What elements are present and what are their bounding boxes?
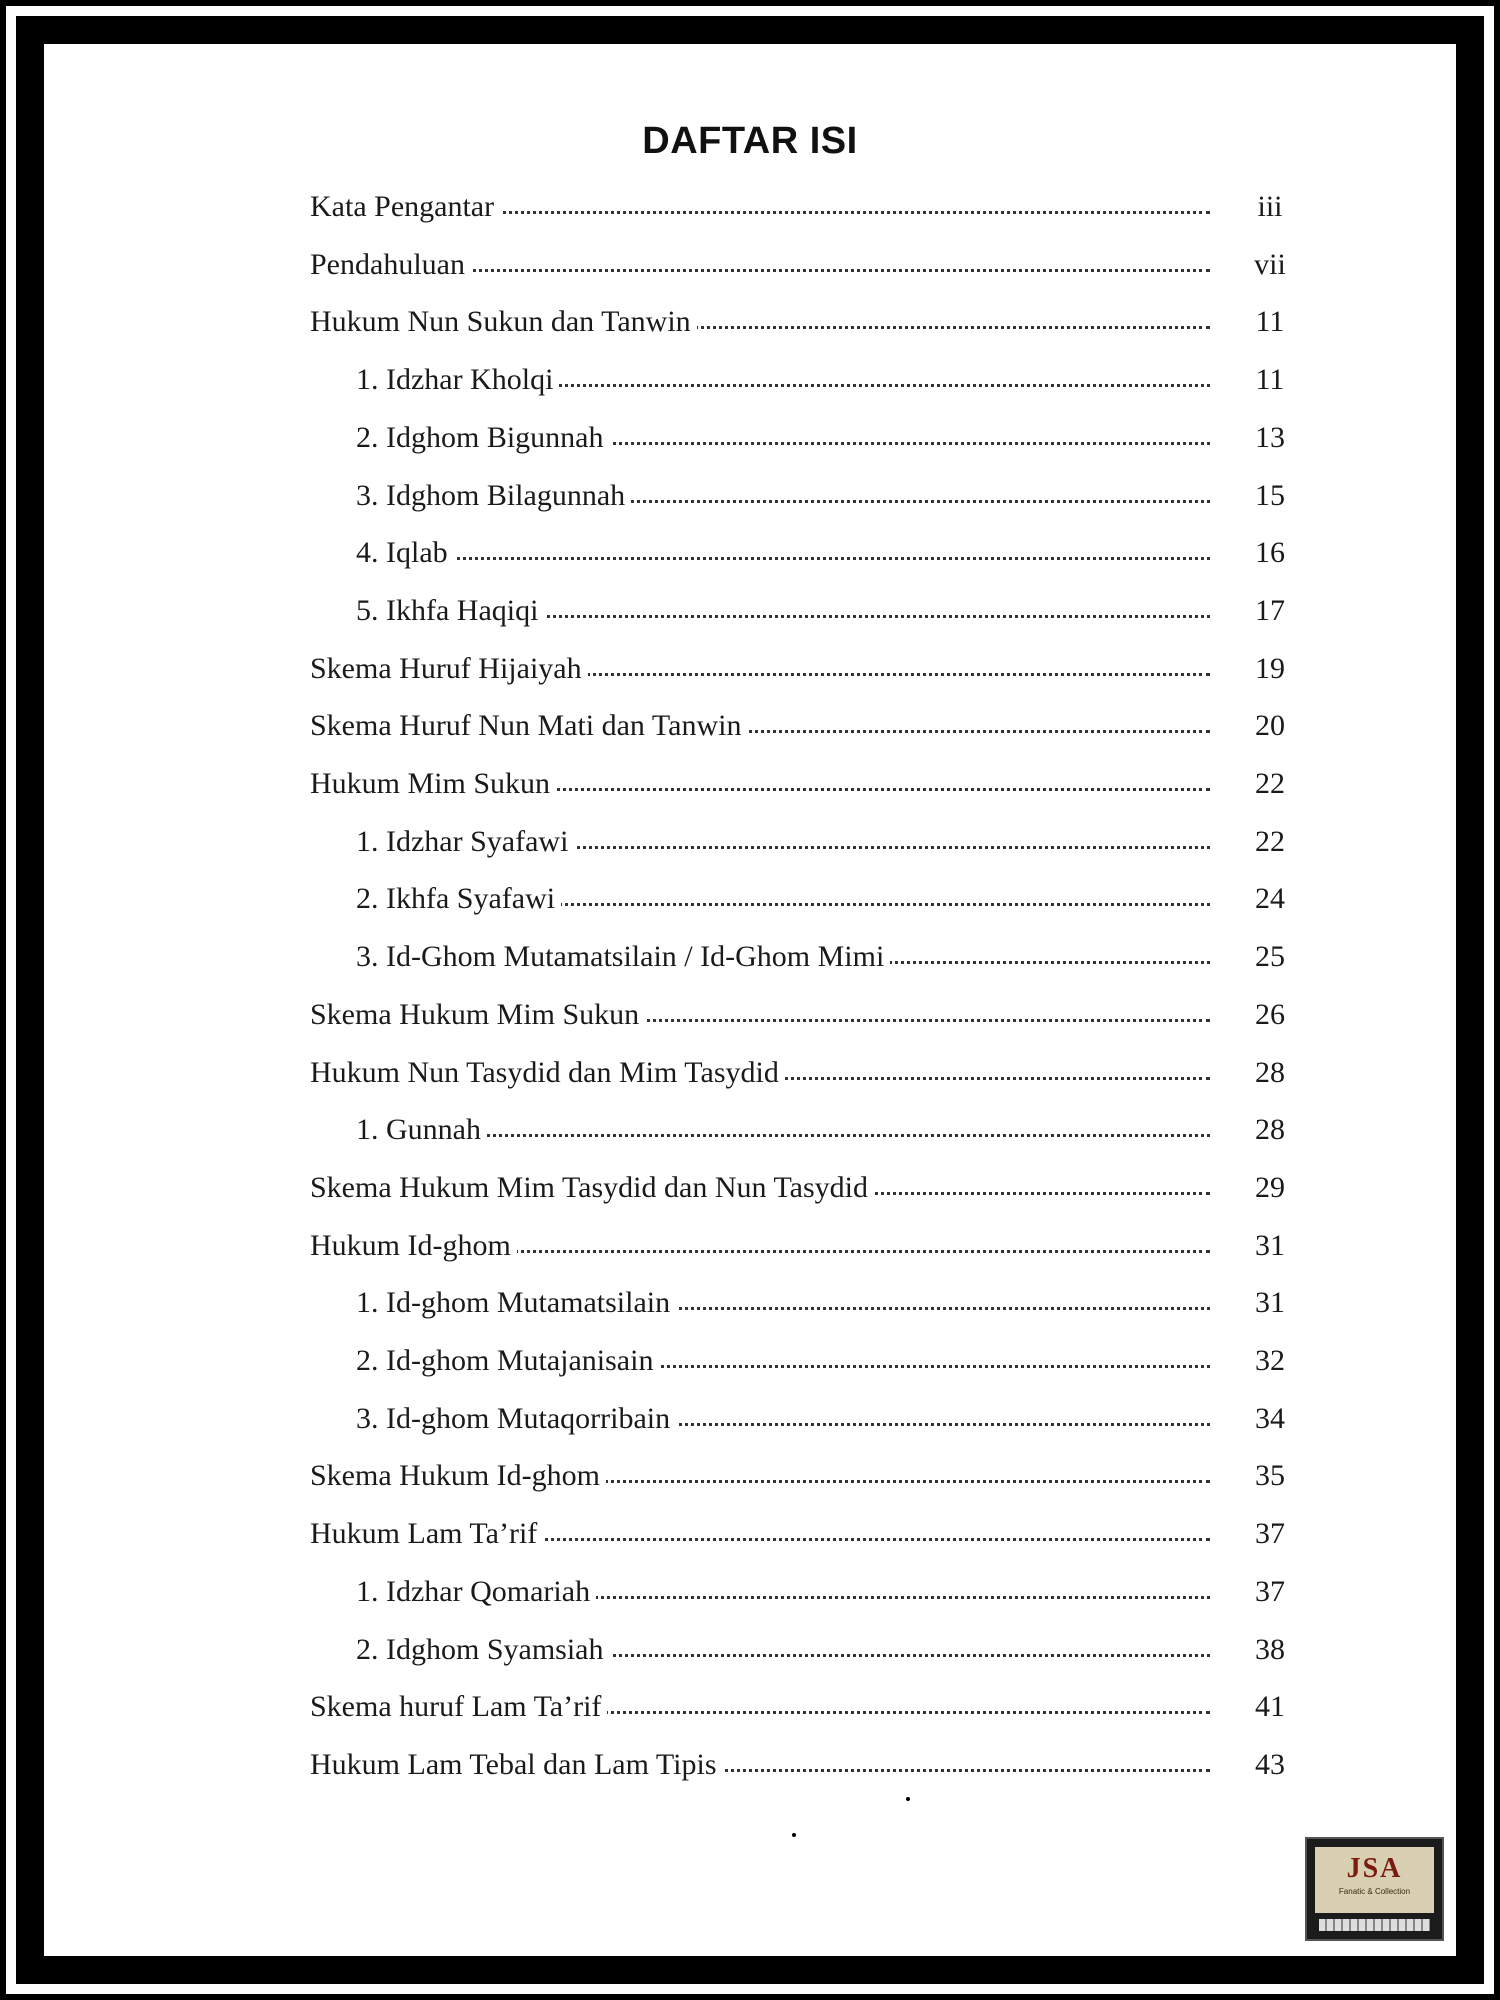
- toc-page-number: iii: [1257, 190, 1283, 223]
- toc-entry-text: [310, 1690, 1210, 1724]
- toc-entry-text: [356, 1633, 1210, 1667]
- toc-entry: [0, 1056, 1500, 1104]
- toc-page-number: 16: [1255, 536, 1285, 570]
- toc-entry-text: [310, 248, 1210, 282]
- toc-page-number: vii: [1254, 247, 1286, 281]
- toc-entry-label: 1. Idzhar Qomariah: [356, 1575, 596, 1609]
- jsa-logo: [1305, 1837, 1444, 1941]
- toc-entry: [0, 248, 1500, 296]
- toc-entry-text: [356, 1402, 1210, 1436]
- toc-entry-label: 2. Ikhfa Syafawi: [356, 882, 561, 916]
- toc-entry: [0, 1517, 1500, 1565]
- logo-brand: JSA: [1346, 1853, 1403, 1884]
- speck: [792, 1833, 796, 1837]
- toc-entry: [0, 1229, 1500, 1277]
- toc-entry-text: [310, 998, 1210, 1032]
- toc-entry-text: [310, 1748, 1210, 1782]
- toc-entry-label: Kata Pengantar: [310, 190, 500, 224]
- toc-entry-text: [356, 594, 1210, 628]
- toc-entry-text: [356, 1113, 1210, 1147]
- toc-entry: [0, 652, 1500, 700]
- toc-entry-text: [310, 1229, 1210, 1263]
- toc-leader-dots: [356, 557, 1210, 560]
- toc-entry: [0, 479, 1500, 527]
- toc-page-number: 17: [1255, 593, 1285, 627]
- toc-entry: [0, 421, 1500, 469]
- toc-entry-label: 2. Idghom Syamsiah: [356, 1633, 610, 1667]
- toc-entry: [0, 1575, 1500, 1623]
- toc-entry-text: [310, 1517, 1210, 1551]
- toc-entry-label: 1. Id-ghom Mutamatsilain: [356, 1286, 676, 1320]
- toc-page-number: 35: [1255, 1459, 1285, 1493]
- toc-entry-text: [356, 1344, 1210, 1378]
- toc-page-number: 31: [1255, 1228, 1285, 1262]
- toc-page-number: 24: [1255, 882, 1285, 916]
- toc-entry: [0, 825, 1500, 873]
- toc-entry-text: [310, 190, 1210, 224]
- toc-entry-text: [356, 1286, 1210, 1320]
- toc-entry-label: Skema Hukum Mim Tasydid dan Nun Tasydid: [310, 1171, 874, 1205]
- toc-entry-label: 2. Idghom Bigunnah: [356, 421, 610, 455]
- toc-entry: [0, 1113, 1500, 1161]
- toc-entry-text: [356, 363, 1210, 397]
- toc-page-number: 37: [1255, 1574, 1285, 1608]
- logo-screen: [1315, 1847, 1434, 1913]
- toc-entry-text: [310, 1056, 1210, 1090]
- toc-entry-text: [310, 1459, 1210, 1493]
- toc-entry-text: [356, 1575, 1210, 1609]
- toc-page-number: 29: [1255, 1170, 1285, 1204]
- toc-page-number: 37: [1255, 1517, 1285, 1551]
- toc-entry: [0, 363, 1500, 411]
- toc-entry-label: 3. Id-Ghom Mutamatsilain / Id-Ghom Mimi: [356, 940, 890, 974]
- toc-page-number: 38: [1255, 1632, 1285, 1666]
- toc-entry: [0, 1633, 1500, 1681]
- toc-entry-text: [356, 421, 1210, 455]
- toc-page-number: 28: [1255, 1055, 1285, 1089]
- toc-page-number: 34: [1255, 1401, 1285, 1435]
- toc-entry-text: [310, 767, 1210, 801]
- toc-entry-label: Hukum Lam Ta’rif: [310, 1517, 543, 1551]
- toc-entry: [0, 1344, 1500, 1392]
- toc-page-number: 25: [1255, 940, 1285, 974]
- toc-entry: [0, 1748, 1500, 1796]
- toc-entry-label: Hukum Nun Tasydid dan Mim Tasydid: [310, 1056, 785, 1090]
- toc-entry-label: Hukum Nun Sukun dan Tanwin: [310, 305, 697, 339]
- toc-entry-label: Skema Huruf Hijaiyah: [310, 652, 588, 686]
- toc-entry-label: Hukum Id-ghom: [310, 1229, 517, 1263]
- toc-page-number: 43: [1255, 1747, 1285, 1781]
- toc-entry: [0, 305, 1500, 353]
- page-title: DAFTAR ISI: [642, 120, 858, 162]
- toc-entry-label: Skema Hukum Mim Sukun: [310, 998, 645, 1032]
- toc-page-number: 32: [1255, 1344, 1285, 1377]
- toc-page-number: 20: [1255, 709, 1285, 743]
- toc-page-number: 28: [1255, 1113, 1285, 1147]
- toc-entry-label: 4. Iqlab: [356, 536, 454, 570]
- toc-entry-label: 5. Ikhfa Haqiqi: [356, 594, 544, 628]
- toc-page-number: 41: [1255, 1690, 1285, 1724]
- toc-entry: [0, 190, 1500, 238]
- toc-page-number: 13: [1255, 420, 1285, 454]
- toc-entry-text: [356, 940, 1210, 974]
- toc-entry: [0, 536, 1500, 584]
- toc-entry-label: 3. Id-ghom Mutaqorribain: [356, 1402, 676, 1436]
- toc-entry-label: Skema Huruf Nun Mati dan Tanwin: [310, 709, 747, 743]
- toc-entry: [0, 882, 1500, 930]
- toc-entry: [0, 1286, 1500, 1334]
- toc-entry: [0, 998, 1500, 1046]
- toc-entry-text: [356, 479, 1210, 513]
- toc-entry-label: Skema huruf Lam Ta’rif: [310, 1690, 607, 1724]
- toc-entry-label: 3. Idghom Bilagunnah: [356, 479, 631, 513]
- toc-entry-label: 1. Gunnah: [356, 1113, 487, 1147]
- toc-entry: [0, 1459, 1500, 1507]
- toc-entry: [0, 940, 1500, 988]
- toc-page-number: 15: [1255, 478, 1285, 512]
- toc-entry: [0, 1690, 1500, 1738]
- speck: [906, 1797, 910, 1801]
- toc-entry-label: Skema Hukum Id-ghom: [310, 1459, 606, 1493]
- toc-entry-text: [356, 825, 1210, 859]
- toc-page-number: 19: [1255, 651, 1285, 685]
- toc-entry-label: Pendahuluan: [310, 248, 471, 282]
- logo-tagline: Fanatic & Collection: [1338, 1887, 1411, 1896]
- toc-entry: [0, 594, 1500, 642]
- toc-page-number: 31: [1255, 1286, 1285, 1320]
- toc-entry-label: Hukum Lam Tebal dan Lam Tipis: [310, 1748, 723, 1782]
- toc-page-number: 26: [1255, 997, 1285, 1031]
- toc-page-number: 11: [1255, 363, 1285, 397]
- toc-entry-label: 2. Id-ghom Mutajanisain: [356, 1344, 659, 1378]
- toc-entry: [0, 767, 1500, 815]
- toc-entry-text: [310, 652, 1210, 686]
- toc-entry-label: Hukum Mim Sukun: [310, 767, 556, 801]
- toc-entry-text: [310, 1171, 1210, 1205]
- toc-entry: [0, 1402, 1500, 1450]
- toc-entry-text: [310, 709, 1210, 743]
- toc-page-number: 22: [1255, 824, 1285, 858]
- toc-page-number: 22: [1255, 767, 1285, 800]
- toc-entry-label: 1. Idzhar Kholqi: [356, 363, 559, 397]
- toc-entry-text: [356, 882, 1210, 916]
- logo-keyboard: [1319, 1919, 1430, 1931]
- toc-entry: [0, 1171, 1500, 1219]
- toc-entry-label: 1. Idzhar Syafawi: [356, 825, 574, 859]
- toc-entry: [0, 709, 1500, 757]
- toc-page-number: 11: [1255, 305, 1285, 339]
- toc-entry-text: [356, 536, 1210, 570]
- toc-entry-text: [310, 305, 1210, 339]
